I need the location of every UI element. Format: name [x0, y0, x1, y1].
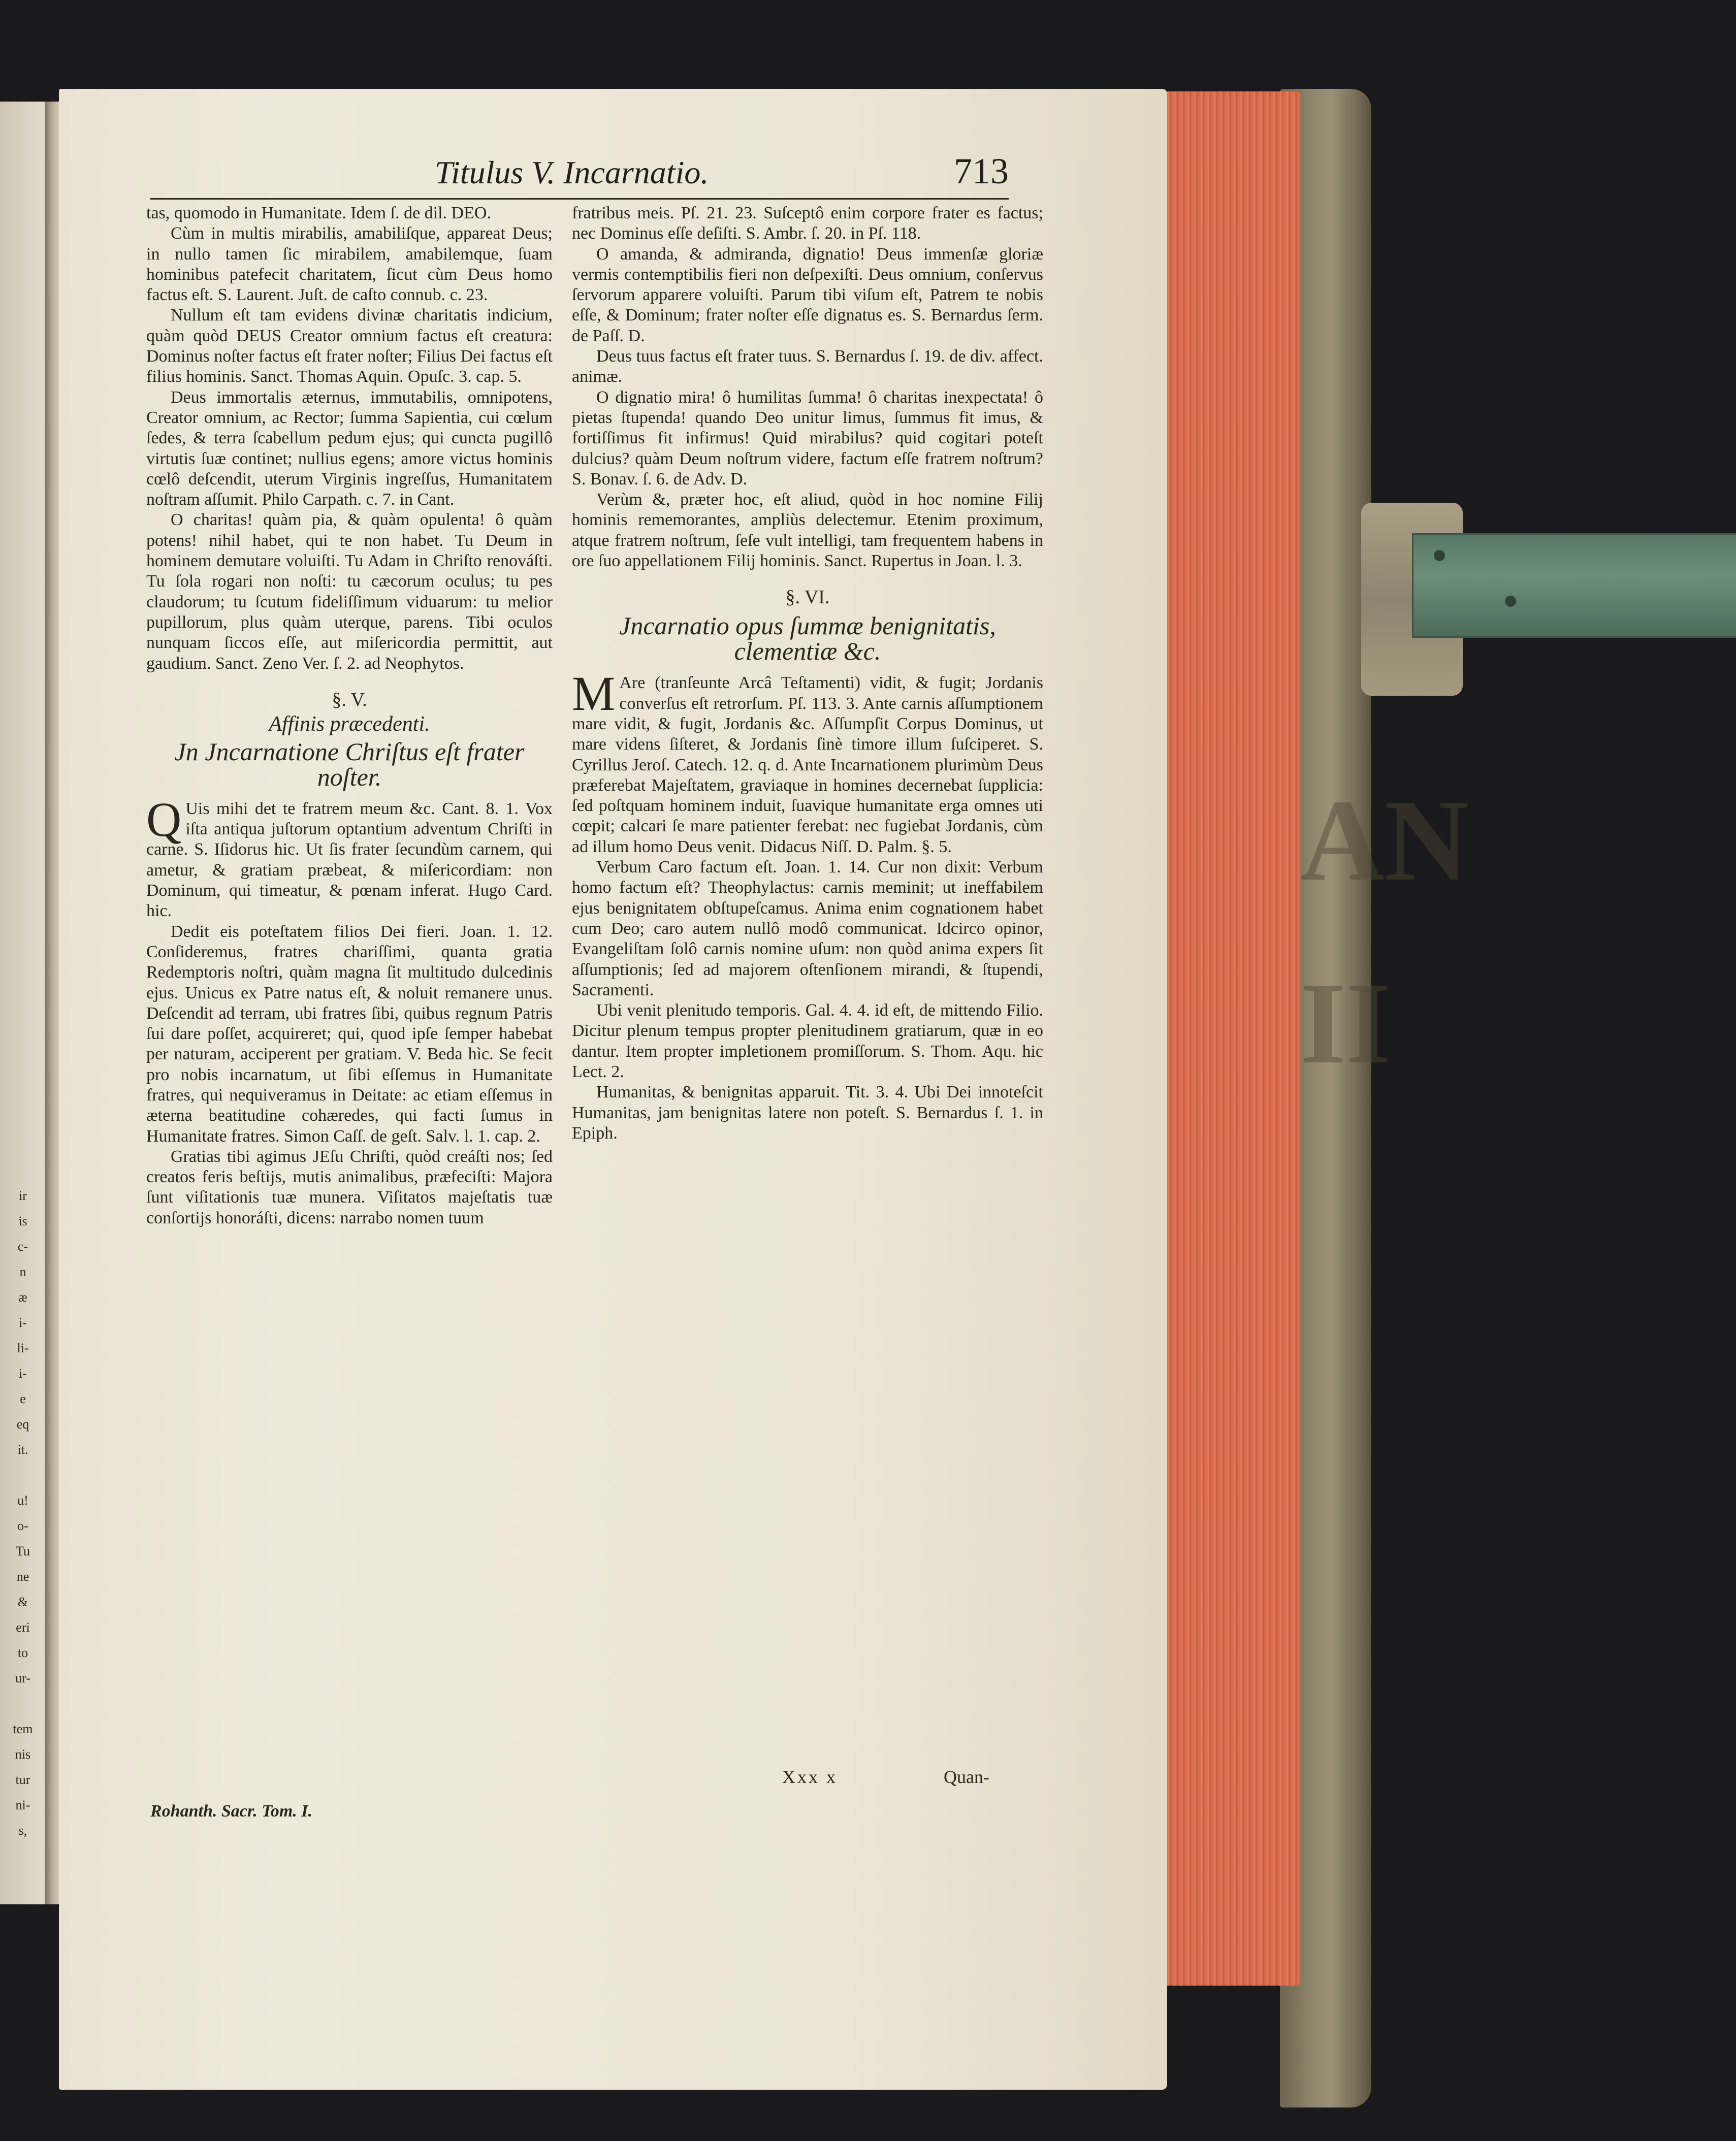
facing-page-fragment — [0, 1463, 46, 1488]
facing-page-fragment: i- — [19, 1315, 27, 1330]
facing-page-fragment: tur — [15, 1772, 30, 1787]
facing-page-fragment: it. — [17, 1442, 28, 1457]
facing-page-fragment: to — [17, 1645, 28, 1660]
facing-page-fragment: e — [20, 1391, 26, 1406]
paragraph: Dedit eis poteſtatem filios Dei fieri. Joan. 1. 12. Conſideremus, fratres chariſſimi, quanta gratia Redemptoris noſtri, quàm magna ſit multitudo dulcedinis ejus. Unicus ex Patre natus eſt, & noluit remanere unus. Deſcendit ad terram, ubi fratres ſibi, quibus regnum Patris ſui dare poſſet, acquireret; qui, quod ipſe ſemper habebat per naturam, acciperent per gratiam. V. Beda hìc. Se fecit pro nobis incarnatum, ut ſibi eſſemus in Humanitate fratres, qui nequiveramus in Deitate: ac etiam eſſemus in æterna beatitudine cohæredes, qui facti ſumus in Humanitate fratres. Simon Caſſ. de geſt. Salv. l. 1. cap. 2. — [146, 922, 553, 1146]
paragraph: O amanda, & admiranda, dignatio! Deus immenſæ gloriæ vermis contemptibilis fieri non deſpexiſti. Deus omnium, conſervus ſervorum apparere voluiſti. Parum tibi viſum eſt, Patrem te nobis eſſe, & Dominum; frater noſter eſſe dignatus es. S. Bernardus ſerm. de Paſſ. D. — [572, 244, 1043, 345]
facing-page-fragment: u! — [17, 1493, 28, 1508]
section-title: Jn Jncarnatione Chriſtus eſt frater noſter. — [174, 737, 525, 791]
signature-mark: Xxx x — [782, 1767, 838, 1787]
paragraph: Ubi venit plenitudo temporis. Gal. 4. 4. id eſt, de mittendo Filio. Dicitur plenum tempus propter plenitudinem gratiarum, quæ in eo dantur. Item propter impletionem promiſſorum. S. Thom. Aqu. hic Lect. 2. — [572, 1001, 1043, 1081]
paragraph-dropcap — [146, 792, 553, 922]
right-text-column — [572, 203, 1043, 1144]
section-title: Jncarnatio opus ſummæ benignitatis, clementiæ &c. — [619, 611, 996, 666]
facing-page-edge — [0, 102, 46, 1904]
facing-page-fragment: & — [17, 1595, 28, 1609]
facing-page-fragments — [0, 1183, 46, 1843]
catchword: Quan- — [944, 1767, 989, 1787]
paragraph: Verùm &, præter hoc, eſt aliud, quòd in hoc nomine Filij hominis rememorantes, ampliùs delectemur. Etenim proximum, atque fratrem noſtrum, ſeſe vult intelligi, tam frequentem habens in ore ſuo appellationem Filij hominis. Sanct. Rupertus in Joan. l. 3. — [572, 490, 1043, 571]
paragraph: O dignatio mira! ô humilitas ſumma! ô charitas inexpectata! ô pietas ſtupenda! quando Deo unitur limus, ſummus fit imus, & fortiſſimus fit infirmus! Quid mirabilus? quid cogitari poteſt dulcius? quàm Deum noſtrum videre, factum eſſe fratrem noſtrum? S. Bonav. ſ. 6. de Adv. D. — [572, 387, 1043, 489]
section-subtitle: Affinis præcedenti. — [269, 712, 430, 736]
page-header — [150, 152, 1009, 200]
paragraph: Gratias tibi agimus JEſu Chriſti, quòd creáſti nos; ſed creatos feris beſtijs, mutis animalibus, præfeciſti: Majora ſunt viſitationis tuæ munera. Viſitatos majeſtatis tuæ conſortijs honoráſti, dicens: narrabo nomen tuum — [146, 1147, 553, 1227]
facing-page-fragment: n — [19, 1264, 26, 1279]
facing-page-fragment: Tu — [16, 1544, 30, 1559]
facing-page-fragment: is — [18, 1214, 27, 1228]
page-number: 713 — [954, 151, 1009, 191]
rivet-icon — [1505, 596, 1516, 607]
cover-letters-2: II — [1300, 958, 1392, 1088]
facing-page-fragment: i- — [19, 1366, 27, 1381]
cover-letters-1: AN — [1300, 775, 1469, 905]
facing-page-fragment: ne — [16, 1569, 29, 1584]
running-title: Titulus V. Incarnatio. — [435, 154, 709, 190]
facing-page-fragment — [0, 1691, 46, 1716]
drop-capital: Q — [146, 792, 182, 847]
book-clasp — [1361, 503, 1736, 625]
facing-page-fragment: c- — [17, 1239, 28, 1254]
section-number: §. V. — [332, 689, 367, 710]
paragraph: Verbum Caro factum eſt. Joan. 1. 14. Cur non dixit: Verbum homo factum eſt? Theophylactus: carnis meminit; ut ineffabilem ejus benignitatem obſtupeſcamus. Anima enim cognationem habet cum Deo; caro autem nullô modô communicat. Idcirco opinor, Evangeliſtam ſolô carnis nomine uſum: non quòd anima expers ſit aſſumptionis; ſed ad majorem oſtenſionem mirandi, & ſtupendi, Sacramenti. — [572, 858, 1043, 999]
facing-page-fragment: eq — [16, 1417, 29, 1432]
cover-lettering — [1300, 749, 1469, 1115]
paragraph: fratribus meis. Pſ. 21. 23. Suſceptô enim corpore frater es factus; nec Dominus eſſe deſiſti. S. Ambr. ſ. 20. in Pſ. 118. — [572, 204, 1043, 243]
section-number: §. VI. — [785, 587, 830, 608]
facing-page-fragment: o- — [17, 1518, 28, 1533]
clasp-strap — [1412, 533, 1736, 638]
drop-capital: M — [572, 666, 616, 721]
paragraph: Nullum eſt tam evidens divinæ charitatis indicium, quàm quòd DEUS Creator omnium factus eſt creatura: Dominus noſter factus eſt frater noſter; Filius Dei factus eſt filius hominis. Sanct. Thomas Aquin. Opuſc. 3. cap. 5. — [146, 306, 553, 386]
paragraph-dropcap — [572, 666, 1043, 857]
paragraph: Humanitas, & benignitas apparuit. Tit. 3. 4. Ubi Dei innoteſcit Humanitas, jam benignitas latere non poteſt. S. Bernardus ſ. 1. in Epiph. — [572, 1083, 1043, 1143]
facing-page-fragment: ni- — [15, 1798, 30, 1812]
facing-page-fragment: li- — [17, 1341, 29, 1355]
paragraph: tas, quomodo in Humanitate. Idem ſ. de dil. DEO. — [146, 204, 491, 222]
page-fore-edge — [1153, 91, 1300, 1986]
facing-page-fragment: ur- — [15, 1671, 30, 1685]
facing-page-fragment: s, — [18, 1823, 27, 1838]
facing-page-fragment: ir — [19, 1188, 27, 1203]
rivet-icon — [1434, 550, 1445, 561]
paragraph: Deus immortalis æternus, immutabilis, omnipotens, Creator omnium, ac Rector; ſumma Sapientia, cui cœlum ſedes, & terra ſcabellum pedum ejus; qui cuncta pugillô virtutis ſuæ continet; nullius egens; amore victus hominis cœlô deſcendit, uterum Virginis ingreſſus, Humanitatem noſtram aſſumit. Philo Carpath. c. 7. in Cant. — [146, 387, 553, 509]
facing-page-fragment: eri — [16, 1620, 30, 1635]
paragraph-text: Uis mihi det te fratrem meum &c. Cant. 8. 1. Vox iſta antiqua juſtorum optantium adventum Chriſti in carne. S. Iſidorus hic. Ut ſis frater ſecundùm carnem, qui ametur, & gratiam præbeat, & miſericordiam: non Dominum, qui timeatur, & pœnam inferat. Hugo Card. hic. — [146, 799, 553, 921]
paragraph: Deus tuus factus eſt frater tuus. S. Bernardus ſ. 19. de div. affect. animæ. — [572, 347, 1043, 386]
facing-page-fragment: nis — [15, 1747, 31, 1762]
facing-page-fragment: tem — [13, 1722, 33, 1736]
paragraph-text: Are (tranſeunte Arcâ Teſtamenti) vidit, & fugit; Jordanis converſus eſt retrorſum. Pſ. 113. 3. Ante carnis aſſumptionem mare vidit, & fugit, Jordanis &c. Aſſumpſit Corpus Dominus, ut mare videns ſiſteret, & Jordanis ſinè timore illum ſuſciperet. S. Cyrillus Jeroſ. Catech. 12. q. d. Ante Incarnationem plurimùm Deus præferebat Majeſtatem, graviaque in homines decernebat ſupplicia: ſed poſtquam hominem induit, ſuavique humanitate erga omnes uti cœpit; calcari ſe mare patienter ferebat: nec fugiebat Jordanis, cùm ad illum homo Deus venit. Didacus Niſſ. D. Palm. §. 5. — [572, 673, 1043, 856]
paragraph: Cùm in multis mirabilis, amabiliſque, appareat Deus; in nullo tamen ſic mirabilem, amabilemque, ſuam hominibus patefecit charitatem, ſicut cùm Deus homo factus eſt. S. Laurent. Juſt. de caſto connub. c. 23. — [146, 224, 553, 305]
paragraph: O charitas! quàm pia, & quàm opulenta! ô quàm potens! nihil habet, qui te non habet. Tu Deum in hominem demutare voluiſti. Tu Adam in Chriſto renováſti. Tu ſola rogari non noſti: tu cæcorum oculus; tu pes claudorum; tu ſcutum fideliſſimum viduarum: tu melior pupillorum, plus quàm uterque, parens. Tibi oculos nunquam ſiccos eſſe, aut miſericordia permittit, aut gaudium. Sanct. Zeno Ver. ſ. 2. ad Neophytos. — [146, 510, 553, 673]
footer-title: Rohanth. Sacr. Tom. I. — [150, 1802, 313, 1821]
left-text-column — [146, 203, 553, 1228]
book-gutter — [45, 102, 60, 1904]
facing-page-fragment: æ — [18, 1290, 27, 1305]
